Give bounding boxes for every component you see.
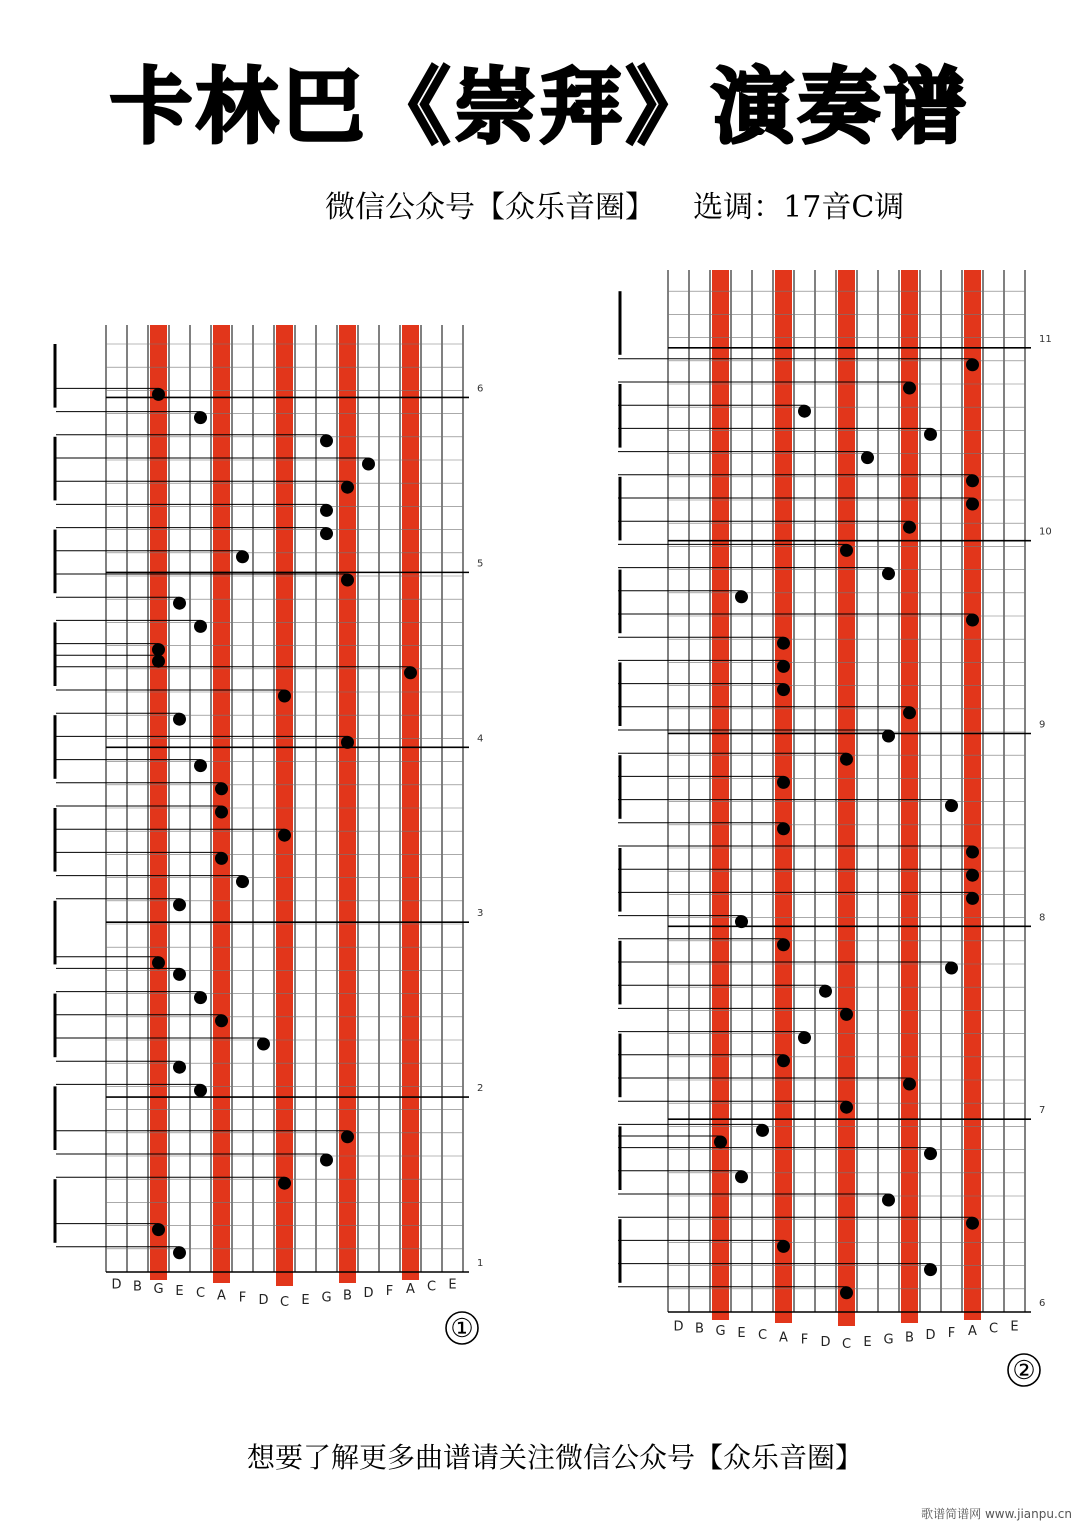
- note-dot: [777, 660, 790, 673]
- tine-label: G: [153, 1281, 164, 1297]
- tine-label: E: [737, 1326, 746, 1341]
- tine-label: E: [301, 1292, 310, 1308]
- watermark: 歌谱简谱网 www.jianpu.cn: [921, 1507, 1072, 1521]
- note-dot: [194, 991, 207, 1004]
- note-dot: [735, 1170, 748, 1183]
- note-dot: [966, 869, 979, 882]
- tine-label: F: [947, 1326, 956, 1341]
- note-dot: [362, 458, 375, 471]
- tine-label: E: [448, 1277, 457, 1293]
- note-dot: [404, 666, 417, 679]
- note-dot: [777, 776, 790, 789]
- tine-label: C: [426, 1279, 437, 1295]
- note-dot: [320, 1154, 333, 1167]
- note-dot: [341, 1130, 354, 1143]
- note-dot: [735, 590, 748, 603]
- note-dot: [257, 1038, 270, 1051]
- note-dot: [966, 846, 979, 859]
- note-dot: [152, 643, 165, 656]
- note-dot: [173, 597, 186, 610]
- note-dot: [173, 898, 186, 911]
- tine-label: F: [800, 1332, 809, 1348]
- note-dot: [777, 683, 790, 696]
- tine-label: B: [905, 1330, 914, 1346]
- note-dot: [966, 892, 979, 905]
- note-dot: [236, 550, 249, 563]
- measure-number: 9: [1039, 719, 1046, 731]
- note-dot: [840, 1008, 853, 1021]
- note-dot: [882, 1194, 895, 1207]
- note-dot: [320, 434, 333, 447]
- note-dot: [882, 567, 895, 580]
- note-dot: [777, 938, 790, 951]
- footer-note: 想要了解更多曲谱请关注微信公众号【众乐音圈】: [246, 1441, 863, 1474]
- note-dot: [924, 1147, 937, 1160]
- note-dot: [777, 1240, 790, 1253]
- measure-number: 10: [1039, 526, 1052, 538]
- note-dot: [152, 1223, 165, 1236]
- note-dot: [278, 829, 291, 842]
- tine-label: B: [343, 1288, 352, 1304]
- note-dot: [173, 968, 186, 981]
- tine-label: A: [406, 1281, 415, 1297]
- note-dot: [194, 411, 207, 424]
- tine-highlight: [150, 325, 167, 1280]
- tine-label: D: [673, 1319, 684, 1335]
- tine-label: D: [258, 1292, 269, 1308]
- note-dot: [152, 388, 165, 401]
- tine-label: F: [385, 1284, 394, 1299]
- tine-label: C: [841, 1337, 852, 1352]
- measure-number: 8: [1039, 912, 1046, 924]
- note-dot: [756, 1124, 769, 1137]
- note-dot: [966, 614, 979, 627]
- tine-highlight: [276, 325, 293, 1286]
- note-dot: [966, 358, 979, 371]
- note-dot: [903, 1078, 916, 1091]
- page-title: 卡林巴《崇拜》演奏谱: [109, 60, 970, 155]
- measure-number: 2: [477, 1083, 484, 1095]
- measure-number: 7: [1039, 1105, 1046, 1117]
- tine-highlight: [712, 270, 729, 1320]
- note-dot: [798, 405, 811, 418]
- note-dot: [924, 1263, 937, 1276]
- note-dot: [966, 498, 979, 511]
- note-dot: [840, 753, 853, 766]
- note-dot: [945, 799, 958, 812]
- note-dot: [735, 915, 748, 928]
- note-dot: [777, 822, 790, 835]
- tine-label: G: [715, 1323, 726, 1339]
- tine-label: D: [820, 1334, 831, 1350]
- tine-label: G: [321, 1290, 332, 1306]
- tine-highlight: [213, 325, 230, 1283]
- note-dot: [194, 1084, 207, 1097]
- note-dot: [798, 1031, 811, 1044]
- measure-number: 6: [1039, 1298, 1046, 1309]
- measure-number: 4: [477, 733, 484, 745]
- tine-highlight: [402, 325, 419, 1280]
- note-dot: [173, 713, 186, 726]
- note-dot: [215, 806, 228, 819]
- note-dot: [882, 730, 895, 743]
- tab-panel-1: [55, 325, 483, 1344]
- measure-number: 11: [1039, 333, 1052, 345]
- tine-label: C: [195, 1286, 206, 1302]
- note-dot: [840, 1286, 853, 1299]
- note-dot: [777, 1054, 790, 1067]
- tine-label: C: [988, 1321, 999, 1337]
- tine-label: E: [863, 1334, 872, 1350]
- tine-label: F: [238, 1290, 247, 1306]
- tab-panel-2: [618, 270, 1052, 1386]
- note-dot: [215, 852, 228, 865]
- tine-label: C: [757, 1328, 768, 1344]
- note-dot: [903, 706, 916, 719]
- note-dot: [861, 451, 874, 464]
- note-dot: [236, 875, 249, 888]
- note-dot: [152, 655, 165, 668]
- note-dot: [924, 428, 937, 441]
- note-dot: [173, 1246, 186, 1259]
- tine-highlight: [964, 270, 981, 1320]
- measure-number: 5: [477, 558, 484, 570]
- note-dot: [215, 782, 228, 795]
- tine-label: B: [133, 1279, 142, 1295]
- tine-label: A: [968, 1323, 977, 1339]
- panel-number: ②: [1012, 1356, 1036, 1386]
- note-dot: [194, 759, 207, 772]
- note-dot: [215, 1014, 228, 1027]
- tine-label: A: [217, 1288, 226, 1304]
- tine-label: E: [175, 1284, 184, 1299]
- note-dot: [840, 544, 853, 557]
- subtitle-source: 微信公众号【众乐音圈】: [325, 190, 655, 225]
- note-dot: [819, 985, 832, 998]
- note-dot: [278, 1177, 291, 1190]
- panel-number: ①: [450, 1314, 474, 1344]
- tine-label: D: [363, 1286, 374, 1302]
- note-dot: [341, 574, 354, 587]
- note-dot: [840, 1101, 853, 1114]
- subtitle-key: 选调：17音C调: [693, 190, 905, 225]
- note-dot: [152, 956, 165, 969]
- note-dot: [341, 736, 354, 749]
- note-dot: [320, 504, 333, 517]
- note-dot: [903, 382, 916, 395]
- tine-label: G: [883, 1332, 894, 1348]
- note-dot: [945, 962, 958, 975]
- tine-label: D: [925, 1328, 936, 1344]
- tine-label: C: [279, 1295, 290, 1310]
- note-dot: [194, 620, 207, 633]
- tine-label: D: [111, 1277, 122, 1293]
- note-dot: [341, 481, 354, 494]
- measure-number: 1: [477, 1258, 484, 1269]
- note-dot: [320, 527, 333, 540]
- tine-label: A: [779, 1330, 788, 1346]
- note-dot: [173, 1061, 186, 1074]
- note-dot: [903, 521, 916, 534]
- note-dot: [714, 1136, 727, 1149]
- note-dot: [278, 690, 291, 703]
- measure-number: 6: [477, 383, 484, 395]
- note-dot: [966, 474, 979, 487]
- note-dot: [777, 637, 790, 650]
- note-dot: [966, 1217, 979, 1230]
- tine-label: B: [695, 1321, 704, 1337]
- measure-number: 3: [477, 908, 484, 920]
- tine-label: E: [1010, 1319, 1019, 1335]
